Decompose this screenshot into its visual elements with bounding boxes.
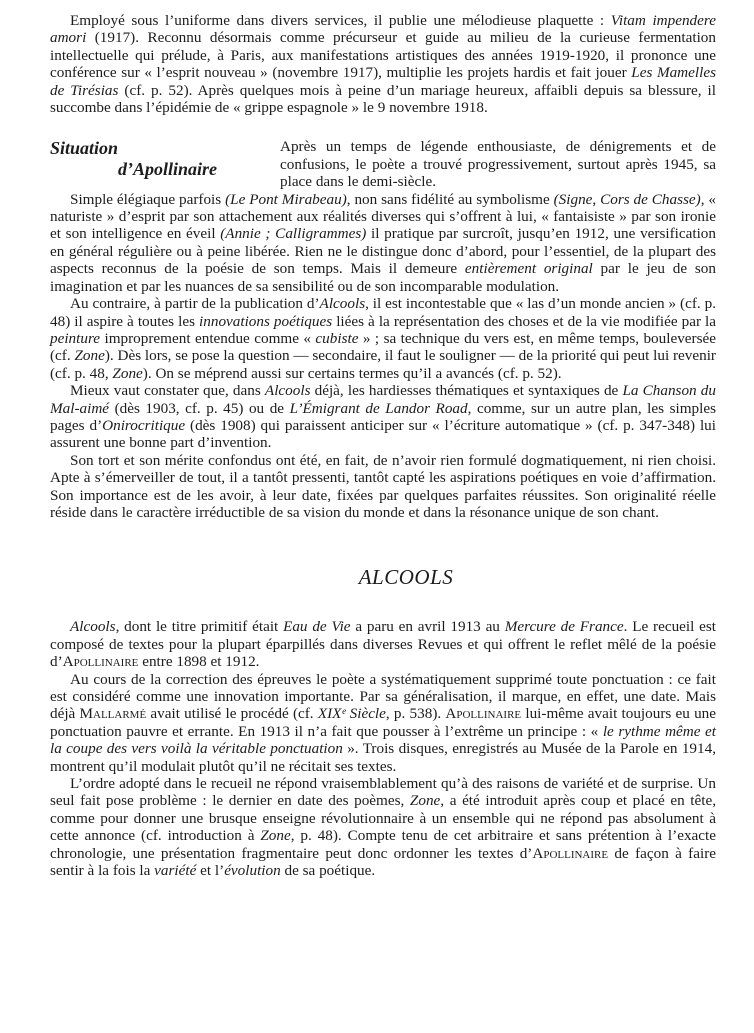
alcools-paragraph-1: Alcools, dont le titre primitif était Eau de Vie a paru en avril 1913 au Mercure de France. Le recueil est composé de textes pour la plupart éparpillés dans diverses Revues et qui offrent le reflet mêlé de la poésie d’Apollinaire entre 1898 et 1912. xyxy=(50,618,717,671)
section-title-alcools: ALCOOLS xyxy=(358,565,454,590)
document-page xyxy=(50,12,716,879)
situation-paragraph-2: Simple élégiaque parfois (Le Pont Mirabeau), non sans fidélité au symbolisme (Signe, Cors de Chasse), « naturiste » d’esprit par son attachement aux réalités diverses qui s’offrent à lui, « fantaisiste » par son ironie et son intelligence en éveil (Annie ; Calligrammes) il pratique par surcroît, jusqu’en 1912, une versification en général régulière ou à peine libérée. Rien ne le distingue donc d’abord, pour l’essentiel, de la plupart des aspects reconnus de la poésie de son temps. Mais il demeure entièrement original par le jeu de son imagination et par les nuances de sa sensibilité ou de son incomparable modulation. xyxy=(50,190,716,295)
alcools-paragraph-3: L’ordre adopté dans le recueil ne répond vraisemblablement qu’à des raisons de variété et de surprise. Un seul fait pose problème : le dernier en date des poèmes, Zone, a été introduit après coup et placé en tête, comme pour donner une brusque enseigne révolutionnaire à un ensemble qui ne répond pas absolument à cette annonce (cf. introduction à Zone, p. 48). Compte tenu de cet arbitraire et sans prétention à l’exacte chronologie, une présentation fragmentaire peut donc ordonner les textes d’Apollinaire de façon à faire sentir à la fois la variété et l’évolution de sa poétique. xyxy=(50,775,716,880)
section-heading-situation: Situation d’Apollinaire xyxy=(50,138,218,180)
situation-lead-paragraph: Après un temps de légende enthousiaste, de dénigrements et de confusions, le poète a trouvé progressivement, surtout après 1945, sa place dans le demi-siècle. xyxy=(280,138,716,191)
alcools-paragraph-2: Au cours de la correction des épreuves le poète a systématiquement supprimé toute ponctuation : ce fait est considéré comme une innovation importante. Par sa généralisation, il marque, en effet, une date. Mais déjà Mallarmé avait utilisé le procédé (cf. XIXᵉ Siècle, p. 538). Apollinaire lui-même avait toujours eu une ponctuation pauvre et errante. En 1913 il n’a fait que pousser à l’extrême un principe : « le rythme même et la coupe des vers voilà la véritable ponctuation ». Trois disques, enregistrés au Musée de la Parole en 1914, montrent qu’il modulait plutôt qu’il ne récitait ses textes. xyxy=(50,670,717,775)
situation-section xyxy=(50,138,716,521)
intro-paragraph: Employé sous l’uniforme dans divers services, il publie une mélodieuse plaquette : Vitam impendere amori (1917). Reconnu désormais comme précurseur et guide au milieu de la curieuse fermentation intellectuelle qui prélude, à Paris, aux manifestations artistiques des années 1919-1920, il prononce une conférence sur « l’esprit nouveau » (novembre 1917), multiplie les projets hardis et fait jouer Les Mamelles de Tirésias (cf. p. 52). Après quelques mois à peine d’un mariage heureux, affaibli depuis sa blessure, il succombe dans l’épidémie de « grippe espagnole » le 9 novembre 1918. xyxy=(50,12,716,117)
situation-paragraph-5: Son tort et son mérite confondus ont été, en fait, de n’avoir rien formulé dogmatiquement, ni rien choisi. Apte à s’émerveiller de tout, il a tantôt pressenti, tantôt capté les aspirations poétiques en voie d’affirmation. Son importance est de les avoir, à leur date, fixées par quelques parfaites réussites. Son originalité réelle réside dans le caractère irréductible de sa vision du monde et dans la résonance unique de son chant. xyxy=(50,451,716,521)
situation-paragraph-3: Au contraire, à partir de la publication d’Alcools, il est incontestable que « las d’un monde ancien » (cf. p. 48) il aspire à toutes les innovations poétiques liées à la représentation des choses et de la vie modifiée par la peinture improprement entendue comme « cubiste » ; sa technique du vers est, en même temps, bouleversée (cf. Zone). Dès lors, se pose la question — secondaire, il faut le souligner — de la priorité qui peut lui revenir (cf. p. 48, Zone). On se méprend aussi sur certains termes qu’il a avancés (cf. p. 52). xyxy=(50,295,716,382)
situation-paragraph-4: Mieux vaut constater que, dans Alcools déjà, les hardiesses thématiques et syntaxiques de La Chanson du Mal-aimé (dès 1903, cf. p. 45) ou de L’Émigrant de Landor Road, comme, sur un autre plan, les simples pages d’Onirocritique (dès 1908) qui paraissent anticiper sur « l’écriture automatique » (cf. p. 347-348) lui assurent une bonne part d’invention. xyxy=(50,382,716,452)
